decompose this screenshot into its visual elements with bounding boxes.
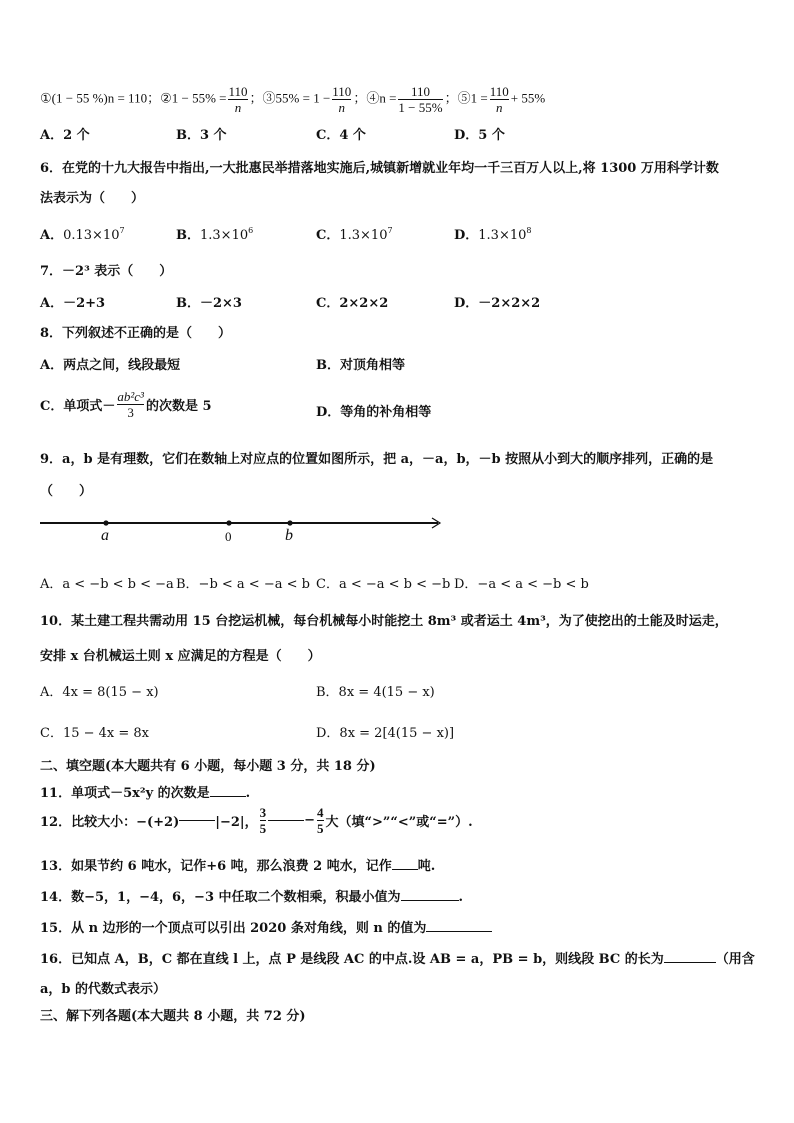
numerator: 4 bbox=[317, 805, 324, 820]
numerator: 110 bbox=[410, 84, 431, 99]
q7-option-c[interactable]: C．2×2×2 bbox=[316, 296, 389, 311]
q12-answer-blank-1[interactable] bbox=[179, 820, 215, 821]
option-exponent: 7 bbox=[387, 226, 393, 235]
denominator: 5 bbox=[317, 821, 324, 836]
q14-end: . bbox=[458, 890, 464, 905]
denominator: n bbox=[228, 99, 247, 115]
q8-option-a[interactable]: A．两点之间，线段最短 bbox=[40, 358, 181, 373]
q5-option-a[interactable]: A．2 个 bbox=[40, 128, 90, 143]
section3-heading: 三、解下列各题(本大题共 8 小题，共 72 分) bbox=[40, 1009, 306, 1024]
q5-option-c[interactable]: C．4 个 bbox=[316, 128, 366, 143]
option-value: 1.3×10 bbox=[339, 228, 388, 243]
q9-option-b[interactable]: B．−b < a < −a < b bbox=[176, 577, 310, 592]
denominator: 1 − 55% bbox=[398, 100, 443, 115]
q12-stem: 12．比较大小：−(+2) bbox=[40, 815, 180, 830]
q7-stem: 7．－2³ 表示（ ） bbox=[40, 264, 173, 279]
denominator: 5 bbox=[259, 821, 267, 836]
number-line-figure bbox=[36, 510, 456, 550]
option-exponent: 8 bbox=[526, 226, 532, 235]
q5-item5-rhs: + 55% bbox=[510, 90, 546, 106]
q6-option-b[interactable] bbox=[176, 224, 253, 243]
q12-fraction-2 bbox=[317, 805, 324, 836]
option-exponent: 7 bbox=[119, 226, 125, 235]
q5-item1: (1 − 55 %)n = 110 bbox=[51, 90, 148, 106]
label-a: a bbox=[101, 527, 109, 544]
q12-fraction-1 bbox=[260, 805, 267, 836]
q5-item3-fraction bbox=[332, 84, 351, 115]
numerator: 110 bbox=[228, 84, 248, 99]
q5-item4-fraction bbox=[398, 84, 442, 115]
q13-answer-blank[interactable] bbox=[392, 869, 418, 870]
point-zero bbox=[226, 520, 231, 525]
q14 bbox=[40, 886, 463, 905]
q6-option-c[interactable] bbox=[316, 224, 393, 243]
q5-items bbox=[40, 84, 545, 115]
q12 bbox=[40, 805, 473, 836]
point-a bbox=[103, 520, 108, 525]
q6-option-a[interactable] bbox=[40, 224, 125, 243]
option-value: 1.3×10 bbox=[478, 228, 527, 243]
q8-option-c[interactable] bbox=[40, 389, 212, 420]
option-exponent: 6 bbox=[248, 226, 254, 235]
numerator: 110 bbox=[332, 84, 352, 99]
q6-option-d[interactable] bbox=[454, 224, 531, 243]
q10-option-d[interactable]: D．8x = 2[4(15 − x)] bbox=[316, 726, 455, 741]
q10-option-a[interactable]: A．4x = 8(15 − x) bbox=[40, 685, 159, 700]
q5-item3-lhs: 55% = 1 − bbox=[275, 90, 331, 106]
numerator: 110 bbox=[489, 84, 509, 99]
numerator: 3 bbox=[259, 805, 267, 820]
q7-option-b[interactable]: B．－2×3 bbox=[176, 296, 242, 311]
q10-stem-line1: 10．某土建工程共需动用 15 台挖运机械，每台机械每小时能挖土 8m³ 或者运土 4m³，为了使挖出的土能及时运走， bbox=[40, 614, 728, 629]
numerator: ab²c³ bbox=[117, 389, 144, 404]
option-label: B． bbox=[176, 228, 200, 243]
q6-stem-line2: 法表示为（ ） bbox=[40, 191, 145, 206]
q12-abs-value: |−2|， bbox=[215, 815, 258, 830]
section2-heading: 二、填空题(本大题共有 6 小题，每小题 3 分，共 18 分) bbox=[40, 759, 376, 774]
label-zero: 0 bbox=[225, 529, 232, 544]
q13 bbox=[40, 855, 435, 874]
q14-answer-blank[interactable] bbox=[401, 900, 459, 901]
denominator: n bbox=[490, 99, 509, 115]
q10-option-b[interactable]: B．8x = 4(15 − x) bbox=[316, 685, 435, 700]
q9-option-a[interactable]: A．a < −b < b < −a bbox=[40, 577, 174, 592]
q11-answer-blank[interactable] bbox=[210, 796, 246, 797]
denominator: 3 bbox=[117, 404, 144, 420]
q16-line1 bbox=[40, 948, 755, 967]
q12-answer-blank-2[interactable] bbox=[268, 820, 304, 821]
q5-item5-marker: ；⑤ bbox=[444, 90, 471, 106]
q5-item5-lhs: 1 = bbox=[470, 90, 488, 106]
monomial-fraction bbox=[117, 389, 144, 420]
option-c-prefix: C．单项式－ bbox=[40, 399, 116, 414]
q16-note-start: （用含 bbox=[715, 952, 755, 967]
q5-item4-marker: ；④ bbox=[353, 90, 380, 106]
q15 bbox=[40, 917, 492, 936]
option-value: 0.13×10 bbox=[63, 228, 120, 243]
option-label: A． bbox=[40, 228, 64, 243]
q13-unit: 吨. bbox=[417, 859, 436, 874]
label-b: b bbox=[285, 527, 293, 544]
q9-option-d[interactable]: D．−a < a < −b < b bbox=[454, 577, 589, 592]
q15-stem: 15．从 n 边形的一个顶点可以引出 2020 条对角线，则 n 的值为 bbox=[40, 921, 427, 936]
q9-stem-line2: （ ） bbox=[40, 484, 93, 499]
q13-stem: 13．如果节约 6 吨水，记作+6 吨，那么浪费 2 吨水，记作 bbox=[40, 859, 392, 874]
q8-option-d[interactable]: D．等角的补角相等 bbox=[316, 405, 432, 420]
q5-item2-fraction bbox=[228, 84, 247, 115]
q15-answer-blank[interactable] bbox=[426, 931, 492, 932]
q12-instruction: 大（填“>”“<”或“=”）. bbox=[325, 815, 473, 830]
q9-stem-line1: 9．a，b 是有理数，它们在数轴上对应点的位置如图所示，把 a，－a，b，－b 按照从小到大的顺序排列，正确的是 bbox=[40, 452, 714, 467]
point-b bbox=[287, 520, 292, 525]
q5-item1-marker: ① bbox=[40, 90, 52, 106]
q10-stem-line2: 安排 x 台机械运土则 x 应满足的方程是（ ） bbox=[40, 649, 321, 664]
q5-item2-marker: ；② bbox=[147, 90, 172, 106]
option-c-suffix: 的次数是 5 bbox=[145, 399, 212, 414]
q11-stem: 11．单项式－5x²y 的次数是 bbox=[40, 786, 210, 801]
q8-option-b[interactable]: B．对顶角相等 bbox=[316, 358, 405, 373]
option-label: D． bbox=[454, 228, 479, 243]
q7-option-a[interactable]: A．－2+3 bbox=[40, 296, 106, 311]
q9-option-c[interactable]: C．a < −a < b < −b bbox=[316, 577, 451, 592]
q5-item4-lhs: n = bbox=[379, 90, 397, 106]
q16-answer-blank[interactable] bbox=[664, 962, 716, 963]
q5-option-d[interactable]: D．5 个 bbox=[454, 128, 505, 143]
q11-end: . bbox=[245, 786, 251, 801]
q7-option-d[interactable]: D．－2×2×2 bbox=[454, 296, 541, 311]
option-value: 1.3×10 bbox=[200, 228, 249, 243]
q16-stem: 16．已知点 A，B，C 都在直线 l 上，点 P 是线段 AC 的中点.设 AB = a，PB = b，则线段 BC 的长为 bbox=[40, 952, 664, 967]
q11 bbox=[40, 782, 250, 801]
q8-stem: 8．下列叙述不正确的是（ ） bbox=[40, 326, 232, 341]
q5-item5-fraction bbox=[490, 84, 509, 115]
q16-line2: a，b 的代数式表示） bbox=[40, 982, 167, 997]
q12-minus: − bbox=[304, 813, 316, 828]
q14-stem: 14．数−5，1，−4，6，−3 中任取二个数相乘，积最小值为 bbox=[40, 890, 401, 905]
denominator: n bbox=[332, 99, 351, 115]
q5-option-b[interactable]: B．3 个 bbox=[176, 128, 227, 143]
q10-option-c[interactable]: C．15 − 4x = 8x bbox=[40, 726, 150, 741]
q5-item3-marker: ；③ bbox=[249, 90, 276, 106]
q6-stem-line1: 6．在党的十九大报告中指出,一大批惠民举措落地实施后,城镇新增就业年均一千三百万人以上,将 1300 万用科学计数 bbox=[40, 161, 719, 176]
q5-item2-lhs: 1 − 55% = bbox=[171, 90, 227, 106]
option-label: C． bbox=[316, 228, 340, 243]
